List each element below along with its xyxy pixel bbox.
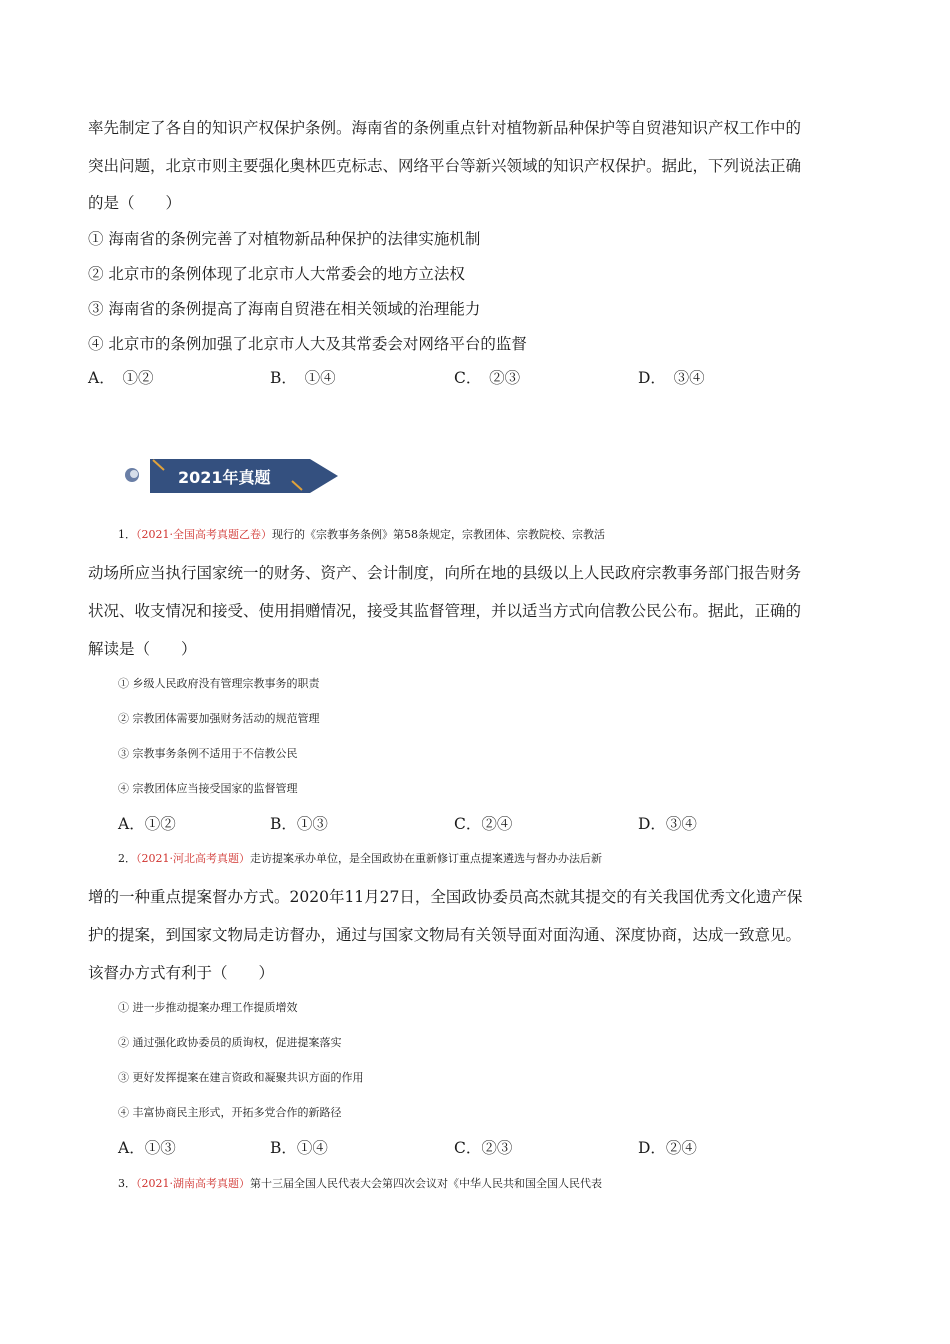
- question-number: 1．: [118, 528, 136, 541]
- intro-statement: ① 海南省的条例完善了对植物新品种保护的法律实施机制: [88, 230, 481, 248]
- question-1-statement: ③ 宗教事务条例不适用于不信教公民: [118, 747, 298, 760]
- question-2-statement: ① 进一步推动提案办理工作提质增效: [118, 1001, 298, 1014]
- question-2-line: 该督办方式有利于（ ）: [88, 964, 275, 982]
- question-text: 现行的《宗教事务条例》第58条规定，宗教团体、宗教院校、宗教活: [272, 528, 605, 541]
- option-a: A．①③: [118, 1139, 176, 1157]
- question-1-line: 动场所应当执行国家统一的财务、资产、会计制度，向所在地的县级以上人民政府宗教事务部门报告财务: [88, 564, 802, 582]
- question-1-line: 解读是（ ）: [88, 640, 197, 658]
- option-d: D．②④: [638, 1139, 697, 1157]
- option-b: B．①④: [270, 1139, 328, 1157]
- option-c: C．②③: [454, 1139, 513, 1157]
- question-1-statement: ④ 宗教团体应当接受国家的监督管理: [118, 782, 298, 795]
- question-source: （2021·全国高考真题乙卷）: [136, 528, 272, 541]
- question-1-header: [118, 525, 898, 545]
- question-2-header: [118, 849, 898, 869]
- option-b: B． ①④: [270, 369, 336, 387]
- option-b: B．①③: [270, 815, 328, 833]
- bullet-dot-icon: [125, 468, 139, 482]
- intro-statement: ③ 海南省的条例提高了海南自贸港在相关领域的治理能力: [88, 300, 481, 318]
- option-c: C． ②③: [454, 369, 521, 387]
- option-a: A．①②: [118, 815, 176, 833]
- question-source: （2021·湖南高考真题）: [136, 1177, 250, 1190]
- question-1-statement: ② 宗教团体需要加强财务活动的规范管理: [118, 712, 320, 725]
- question-text: 走访提案承办单位，是全国政协在重新修订重点提案遴选与督办办法后新: [250, 852, 602, 865]
- question-3-header: [118, 1174, 898, 1194]
- intro-statement: ④ 北京市的条例加强了北京市人大及其常委会对网络平台的监督: [88, 335, 527, 353]
- question-number: 2．: [118, 852, 136, 865]
- question-source: （2021·河北高考真题）: [136, 852, 250, 865]
- option-a: A． ①②: [88, 369, 154, 387]
- intro-line: 的是（ ）: [88, 194, 182, 212]
- question-2-statement: ③ 更好发挥提案在建言资政和凝聚共识方面的作用: [118, 1071, 364, 1084]
- intro-options: [88, 368, 868, 388]
- option-c: C．②④: [454, 815, 513, 833]
- intro-line: 率先制定了各自的知识产权保护条例。海南省的条例重点针对植物新品种保护等自贸港知识产权工作中的: [88, 119, 802, 137]
- section-banner: [122, 457, 342, 495]
- question-2-line: 护的提案，到国家文物局走访督办，通过与国家文物局有关领导面对面沟通、深度协商，达成一致意见。: [88, 926, 802, 944]
- question-1-statement: ① 乡级人民政府没有管理宗教事务的职责: [118, 677, 320, 690]
- question-number: 3．: [118, 1177, 136, 1190]
- question-1-line: 状况、收支情况和接受、使用捐赠情况，接受其监督管理，并以适当方式向信教公民公布。据此，正确的: [88, 602, 802, 620]
- question-2-statement: ② 通过强化政协委员的质询权，促进提案落实: [118, 1036, 342, 1049]
- intro-line: 突出问题，北京市则主要强化奥林匹克标志、网络平台等新兴领域的知识产权保护。据此，下列说法正确: [88, 157, 802, 175]
- question-1-options: [118, 814, 898, 834]
- question-text: 第十三届全国人民代表大会第四次会议对《中华人民共和国全国人民代表: [250, 1177, 602, 1190]
- option-d: D．③④: [638, 815, 697, 833]
- question-2-options: [118, 1138, 898, 1158]
- intro-statement: ② 北京市的条例体现了北京市人大常委会的地方立法权: [88, 265, 465, 283]
- question-2-line: 增的一种重点提案督办方式。2020年11月27日，全国政协委员高杰就其提交的有关我国优秀文化遗产保: [88, 888, 803, 906]
- option-d: D． ③④: [638, 369, 705, 387]
- section-title: 2021年真题: [178, 468, 271, 487]
- question-2-statement: ④ 丰富协商民主形式，开拓多党合作的新路径: [118, 1106, 342, 1119]
